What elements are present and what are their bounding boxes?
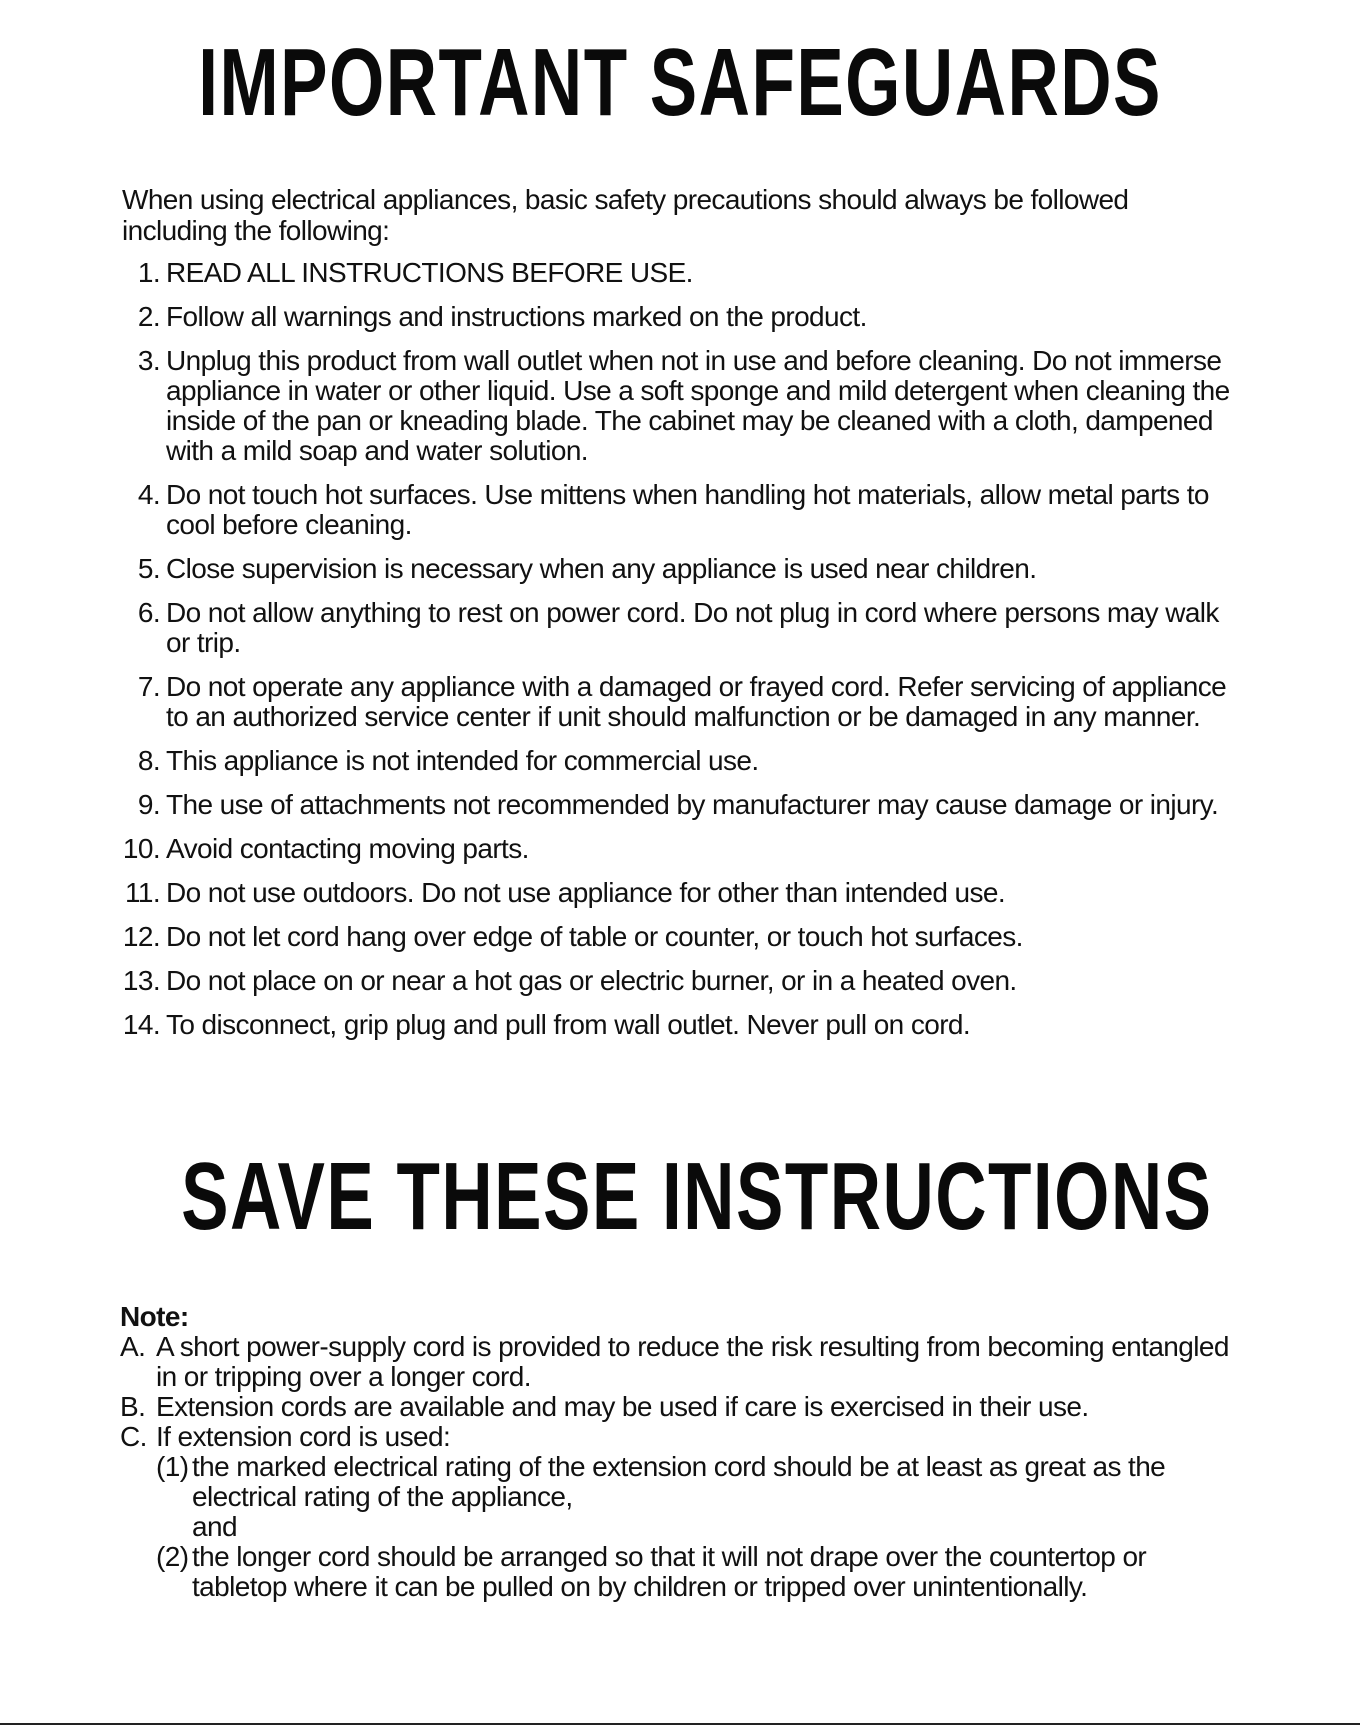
list-item-text: Unplug this product from wall outlet when not in use and before cleaning. Do not immerse appliance in water or other liquid. Use a soft sponge and mild detergent when cleaning the inside of the pan or kneading blade. The cabinet may be cleaned with a cloth, dampened with a mild soap and water solution. (166, 345, 1230, 466)
list-item-number: 13. (122, 965, 160, 996)
list-item-number: 2. (137, 301, 160, 332)
list-item-text: To disconnect, grip plug and pull from wall outlet. Never pull on cord. (166, 1009, 971, 1040)
note-item-label: A. (120, 1331, 146, 1362)
list-item-text: Do not place on or near a hot gas or electric burner, or in a heated oven. (166, 965, 1017, 996)
page-title-text: IMPORTANT SAFEGUARDS (198, 29, 1162, 136)
bottom-divider (0, 1723, 1360, 1725)
save-instructions-heading (0, 1142, 1360, 1252)
list-item-text: Avoid contacting moving parts. (166, 833, 529, 864)
list-item-number: 10. (122, 833, 160, 864)
note-section (120, 1302, 1240, 1602)
list-item (0, 1010, 1236, 1040)
list-item-text: Do not allow anything to rest on power cord. Do not plug in cord where persons may walk or trip. (166, 597, 1219, 658)
note-item-c (120, 1422, 1240, 1452)
list-item (0, 746, 1236, 776)
list-item-number: 11. (124, 877, 160, 908)
list-item (0, 834, 1236, 864)
list-item (0, 258, 1236, 288)
note-subitem-label: (2) (156, 1541, 189, 1572)
note-item-text: If extension cord is used: (156, 1421, 451, 1452)
list-item-text: This appliance is not intended for commercial use. (166, 745, 759, 776)
list-item-text: Follow all warnings and instructions marked on the product. (166, 301, 867, 332)
note-item-a (120, 1332, 1240, 1392)
note-conjunction: and (192, 1511, 237, 1542)
list-item-number: 6. (137, 597, 160, 628)
list-item (0, 922, 1236, 952)
list-item-number: 5. (137, 553, 160, 584)
list-item-text: Do not operate any appliance with a damaged or frayed cord. Refer servicing of appliance to an authorized service center if unit should malfunction or be damaged in any manner. (166, 671, 1227, 732)
save-instructions-text: SAVE THESE INSTRUCTIONS (181, 1143, 1213, 1250)
list-item-text: Do not let cord hang over edge of table or counter, or touch hot surfaces. (166, 921, 1023, 952)
list-item-text: Close supervision is necessary when any appliance is used near children. (166, 553, 1037, 584)
list-item (0, 878, 1236, 908)
list-item (0, 672, 1236, 732)
list-item (0, 598, 1236, 658)
intro-paragraph: When using electrical appliances, basic safety precautions should always be followed including the following: (122, 184, 1129, 246)
list-item (0, 346, 1236, 466)
list-item-number: 3. (137, 345, 160, 376)
note-subitem-label: (1) (156, 1451, 189, 1482)
list-item (0, 790, 1236, 820)
safeguards-list (0, 258, 1360, 1054)
list-item-text: READ ALL INSTRUCTIONS BEFORE USE. (166, 257, 693, 288)
note-heading: Note: (120, 1301, 189, 1332)
list-item-number: 4. (137, 479, 160, 510)
list-item-number: 14. (122, 1009, 160, 1040)
list-item (0, 554, 1236, 584)
list-item-number: 7. (137, 671, 160, 702)
note-item-label: C. (120, 1421, 147, 1452)
list-item-text: Do not use outdoors. Do not use appliance for other than intended use. (166, 877, 1006, 908)
list-item-number: 8. (137, 745, 160, 776)
list-item (0, 966, 1236, 996)
note-subitem-text: the longer cord should be arranged so that it will not drape over the countertop or tabletop where it can be pulled on by children or tripped over unintentionally. (192, 1541, 1147, 1602)
list-item-number: 12. (122, 921, 160, 952)
note-subitem-2 (120, 1542, 1240, 1602)
page-title (0, 28, 1360, 138)
list-item-text: Do not touch hot surfaces. Use mittens when handling hot materials, allow metal parts to cool before cleaning. (166, 479, 1209, 540)
note-subitem-text: the marked electrical rating of the extension cord should be at least as great as the electrical rating of the appliance, (192, 1451, 1166, 1512)
note-item-text: A short power-supply cord is provided to reduce the risk resulting from becoming entangled in or tripping over a longer cord. (156, 1331, 1229, 1392)
note-subitem-1 (120, 1452, 1240, 1512)
note-item-b (120, 1392, 1240, 1422)
list-item-number: 1. (137, 257, 160, 288)
list-item (0, 302, 1236, 332)
note-item-text: Extension cords are available and may be used if care is exercised in their use. (156, 1391, 1089, 1422)
note-item-label: B. (120, 1391, 146, 1422)
list-item-number: 9. (137, 789, 160, 820)
list-item-text: The use of attachments not recommended by manufacturer may cause damage or injury. (166, 789, 1219, 820)
list-item (0, 480, 1236, 540)
